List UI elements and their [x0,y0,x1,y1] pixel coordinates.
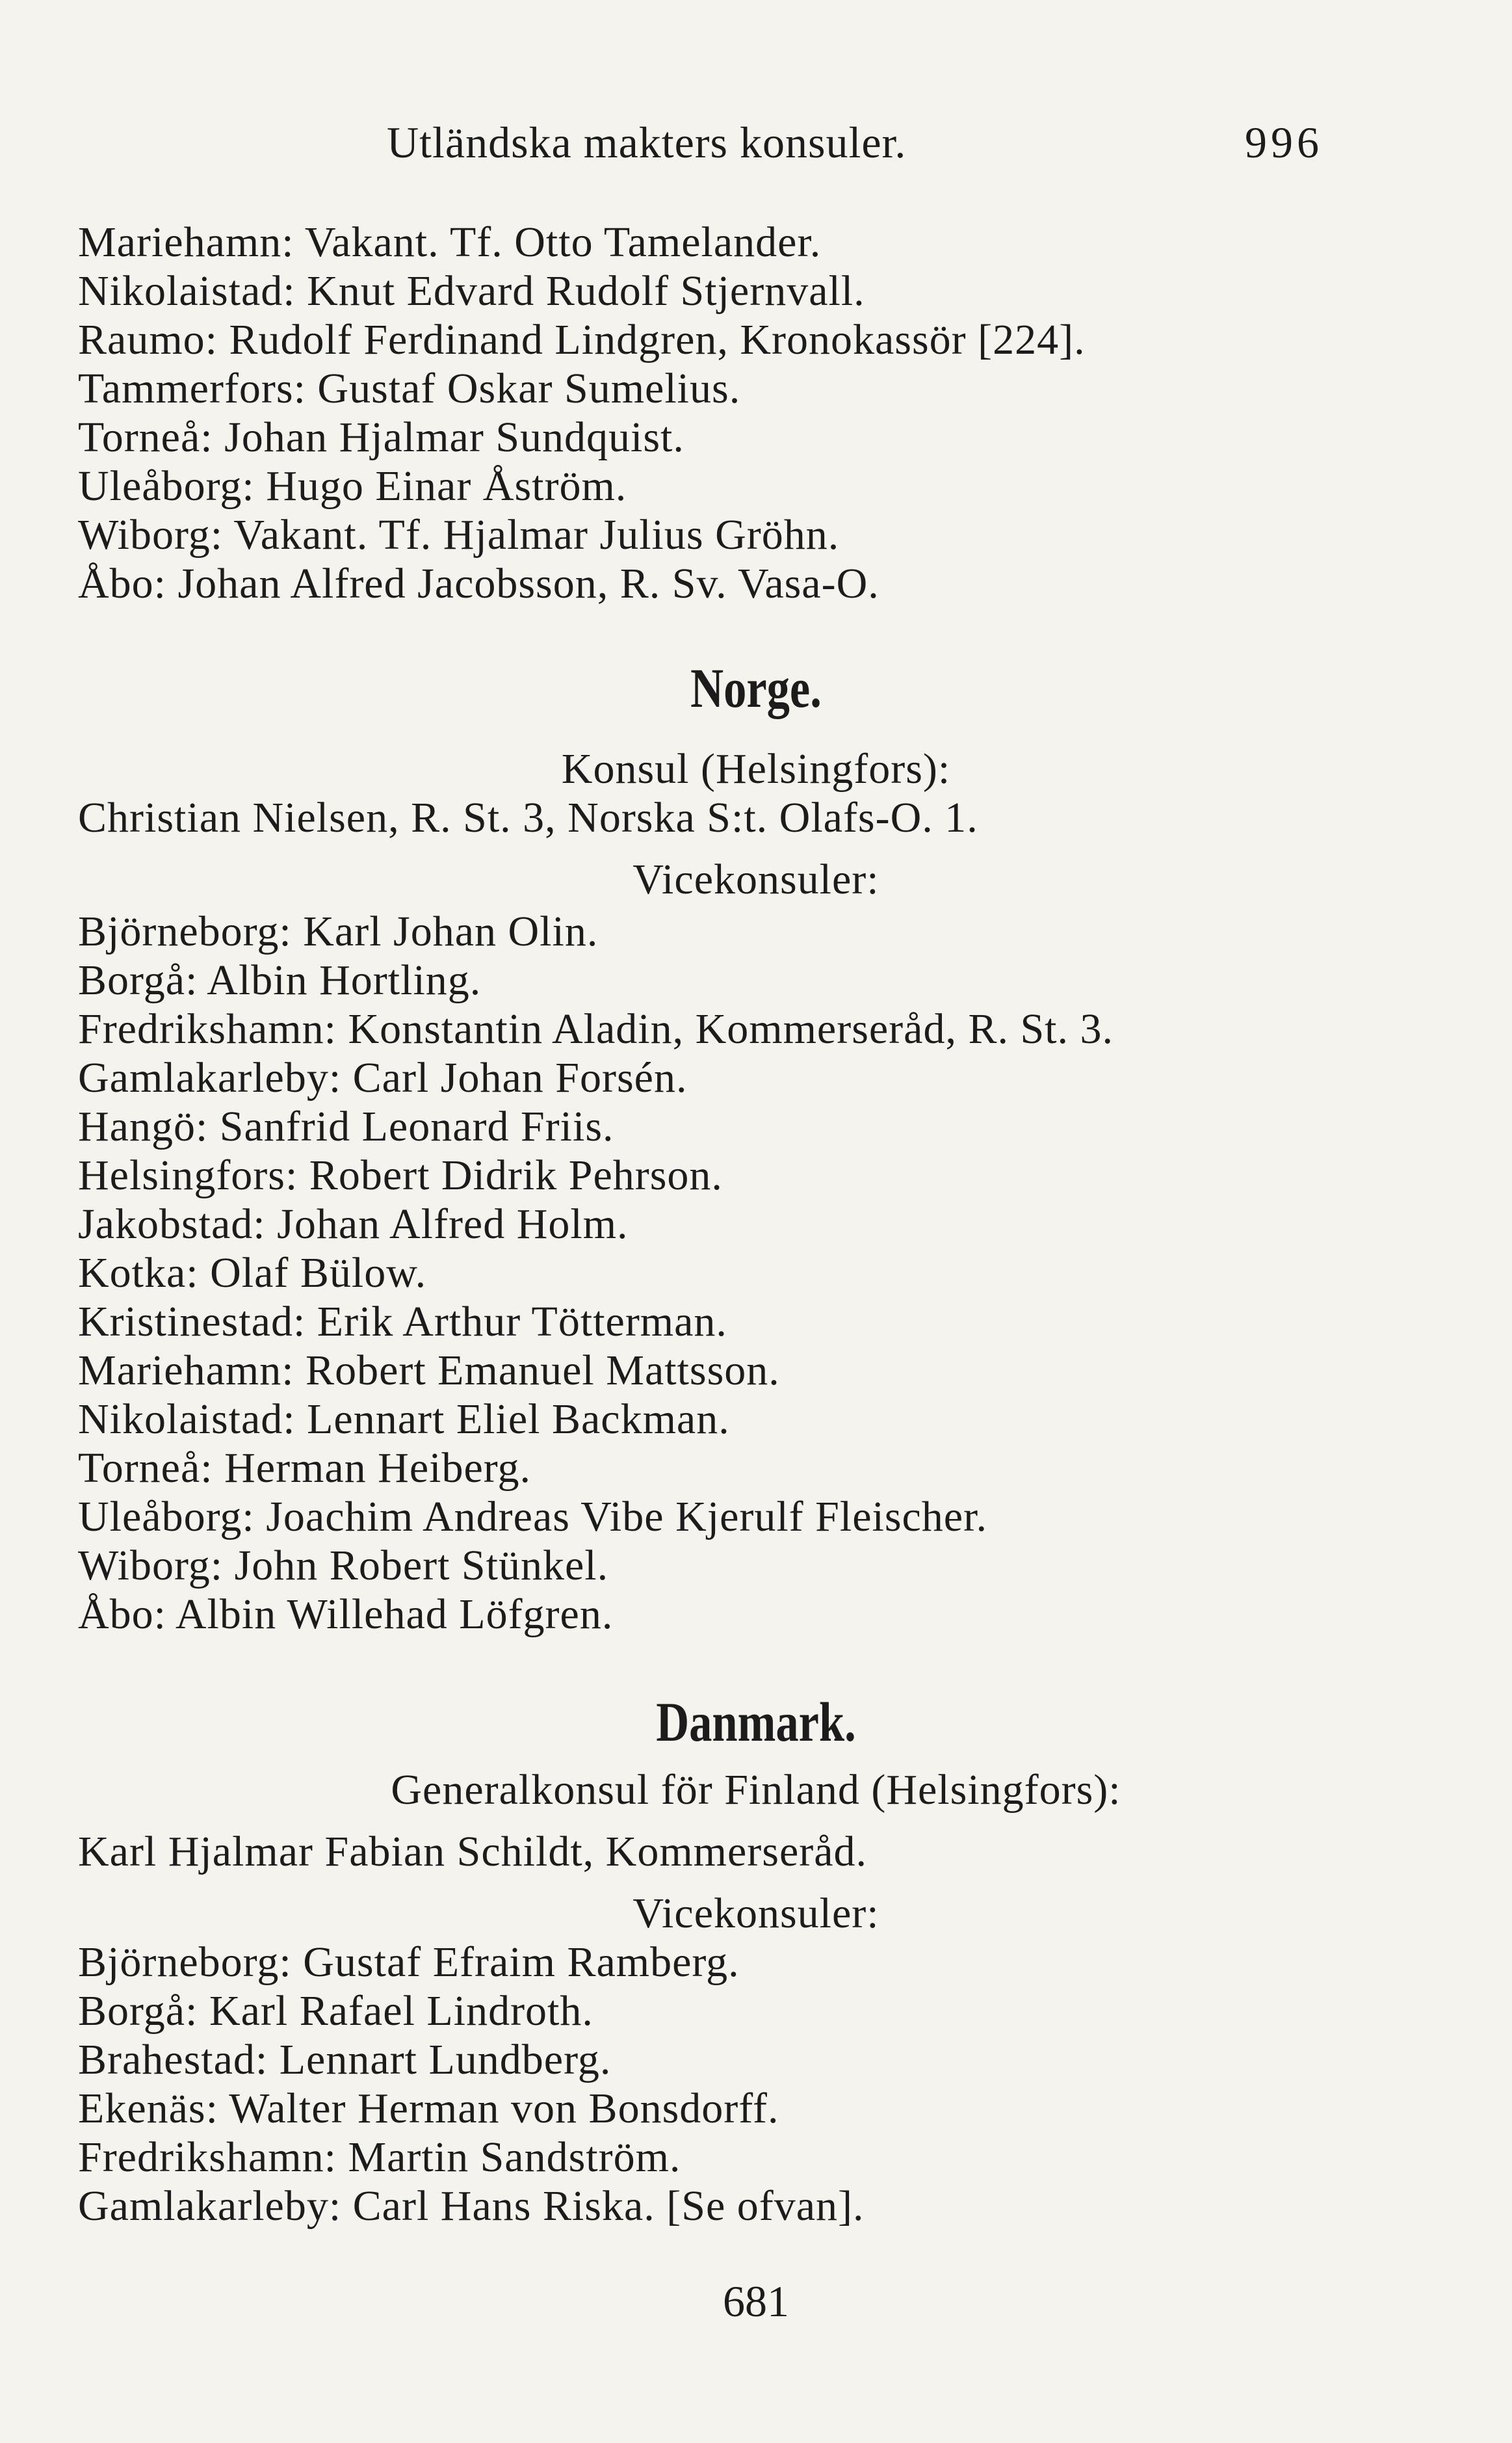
list-item: Uleåborg: Hugo Einar Åström. [78,462,627,510]
list-item: Wiborg: Vakant. Tf. Hjalmar Julius Gröhn. [78,511,840,559]
list-item: Åbo: Johan Alfred Jacobsson, R. Sv. Vasa-O. [78,560,880,607]
list-item: Björneborg: Karl Johan Olin. [78,908,599,955]
list-item: Fredrikshamn: Konstantin Aladin, Kommerseråd, R. St. 3. [78,1005,1114,1053]
list-item: Torneå: Herman Heiberg. [78,1444,532,1492]
list-item: Borgå: Karl Rafael Lindroth. [78,1987,593,2035]
list-item: Kristinestad: Erik Arthur Tötterman. [78,1298,727,1345]
list-item: Tammerfors: Gustaf Oskar Sumelius. [78,365,741,412]
list-item: Fredrikshamn: Martin Sandström. [78,2133,681,2181]
vicekonsuler-heading: Vicekonsuler: [632,1890,880,1937]
vicekonsuler-heading: Vicekonsuler: [632,856,880,903]
list-item: Ekenäs: Walter Herman von Bonsdorff. [78,2085,779,2132]
list-item: Mariehamn: Vakant. Tf. Otto Tamelander. [78,218,822,266]
section-heading-danmark: Danmark. [656,1691,856,1753]
konsul-heading: Konsul (Helsingfors): [561,745,951,793]
generalkonsul-entry: Karl Hjalmar Fabian Schildt, Kommerseråd. [78,1828,868,1875]
list-item: Raumo: Rudolf Ferdinand Lindgren, Kronokassör [224]. [78,316,1086,363]
footer-number: 681 [723,2277,789,2326]
konsul-entry: Christian Nielsen, R. St. 3, Norska S:t. Olafs-O. 1. [78,794,978,841]
list-item: Gamlakarleby: Carl Johan Forsén. [78,1054,688,1102]
list-item: Mariehamn: Robert Emanuel Mattsson. [78,1347,780,1394]
section-heading-norge: Norge. [690,657,822,719]
list-item: Brahestad: Lennart Lundberg. [78,2036,612,2083]
page-number: 996 [1245,118,1323,167]
list-item: Gamlakarleby: Carl Hans Riska. [Se ofvan]. [78,2182,865,2230]
list-item: Nikolaistad: Lennart Eliel Backman. [78,1395,730,1443]
list-item: Wiborg: John Robert Stünkel. [78,1542,609,1589]
running-title: Utländska makters konsuler. [387,118,907,167]
list-item: Kotka: Olaf Bülow. [78,1249,427,1297]
running-header [0,117,1512,176]
list-item: Nikolaistad: Knut Edvard Rudolf Stjernvall. [78,267,865,315]
list-item: Uleåborg: Joachim Andreas Vibe Kjerulf Fleischer. [78,1493,987,1540]
list-item: Borgå: Albin Hortling. [78,957,482,1004]
list-item: Hangö: Sanfrid Leonard Friis. [78,1103,614,1150]
list-item: Jakobstad: Johan Alfred Holm. [78,1200,629,1248]
generalkonsul-heading: Generalkonsul för Finland (Helsingfors): [391,1766,1121,1814]
list-item: Björneborg: Gustaf Efraim Ramberg. [78,1938,740,1986]
list-item: Torneå: Johan Hjalmar Sundquist. [78,414,684,461]
list-item: Åbo: Albin Willehad Löfgren. [78,1591,614,1638]
list-item: Helsingfors: Robert Didrik Pehrson. [78,1152,723,1199]
